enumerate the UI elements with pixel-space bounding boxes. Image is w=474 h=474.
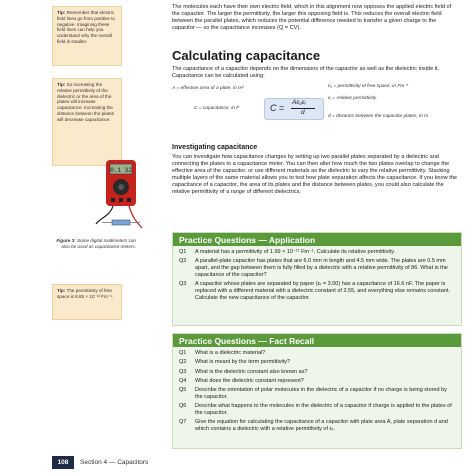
multimeter-display: 0.1 32 xyxy=(110,167,132,174)
formula-label-area: A = effective area of a plate, in m² xyxy=(172,86,244,91)
page-footer xyxy=(0,456,474,470)
question-number: Q1 xyxy=(179,350,187,356)
tip-label: Tip: xyxy=(57,288,66,293)
question-item xyxy=(179,258,455,278)
intro-paragraph: The molecules each have their own electric field, which in this alignment now opposes the applied electric field of the capacitor. The larger the permittivity, the larger this opposing field is. This reduces the overall electric field between the parallel plates, which reduces the potential difference needed to transfer a given charge to the capacitor — so the capacitance increases (Q = CV). xyxy=(172,4,452,31)
question-text: A parallel-plate capacitor has plates that are 6.0 mm in length and 4.5 mm wide. The plates are 0.5 mm apart, and the gap between them is fully filled by a dielectric with a relative permittivity of 86. What is the capacitance of the capacitor? xyxy=(195,258,448,278)
question-number: Q4 xyxy=(179,377,187,384)
question-number: Q2 xyxy=(179,258,187,265)
question-item xyxy=(179,281,455,301)
question-text: What is a dielectric material? xyxy=(195,350,266,356)
application-heading: Practice Questions — Application xyxy=(173,233,461,246)
question-text: A capacitor whose plates are separated by paper (εᵣ = 3.00) has a capacitance of 16.6 nF. The paper is replaced with a different material with a dielectric constant of 2.55, and everything else remains constant. Calculate the new capacitance of the capacitor. xyxy=(195,281,450,301)
question-text: What is meant by the term permittivity? xyxy=(195,359,291,366)
practice-questions-fact-recall xyxy=(172,333,462,449)
tip-label: Tip: xyxy=(57,82,66,87)
question-number: Q2 xyxy=(179,359,187,366)
subheading-investigating: Investigating capacitance xyxy=(172,144,258,151)
question-item xyxy=(179,350,455,357)
calc-paragraph: The capacitance of a capacitor depends on the dimensions of the capacitor as well as the dielectric inside it. Capacitance can be calculated using: xyxy=(172,66,440,79)
tip-box-capacitance-factors xyxy=(52,78,122,166)
question-item xyxy=(179,403,455,417)
section-title: Section 4 — Capacitors xyxy=(80,459,149,466)
tip-label: Tip: xyxy=(57,10,66,15)
figure-caption xyxy=(56,238,136,250)
tip-text: The permittivity of free space is 8.85 × 10⁻¹² Fm⁻¹. xyxy=(57,288,114,299)
question-item xyxy=(179,419,455,433)
investigating-paragraph: You can investigate how capacitance changes by setting up two parallel plates separated by a dielectric and connecting the plates to a capacitance meter. You can then alter how much the two plates overlap to change the effective area of the capacitor, or use different materials as the dielectric to vary the relative permittivity. Stacking multiple layers of the same material allows you to test how plate separation affects the capacitance. If you know the capacitance of a capacitor, the area of its plates and the distance between plates, you could also calculate the relative permittivity of a range of different dielectrics. xyxy=(172,154,458,195)
question-number: Q5 xyxy=(179,387,187,394)
practice-questions-application xyxy=(172,232,462,326)
question-item xyxy=(179,387,455,401)
formula-equals: = xyxy=(279,103,285,113)
question-number: Q3 xyxy=(179,281,187,288)
formula-label-e0: ε₀ = permittivity of free space, in Fm⁻¹ xyxy=(328,84,409,89)
formula-label-distance: d = distance between the capacitor plates, in m xyxy=(328,114,429,119)
question-text: What does the dielectric constant represent? xyxy=(195,377,304,384)
question-number: Q6 xyxy=(179,403,187,410)
question-text: A material has a permittivity of 1.99 × 10⁻¹¹ Fm⁻¹. Calculate its relative permittivity. xyxy=(195,249,395,255)
question-item xyxy=(179,359,455,366)
question-item xyxy=(179,378,455,385)
recall-heading: Practice Questions — Fact Recall xyxy=(173,334,461,347)
page-number: 108 xyxy=(52,456,74,469)
question-item xyxy=(179,249,455,256)
question-text: Give the equation for calculating the capacitance of a capacitor with plate area A, plate separation d and which contains a dielectric with a relative permittivity of εᵣ. xyxy=(195,419,448,433)
formula-denominator: d xyxy=(301,109,305,116)
figure-label: Figure 3: xyxy=(56,238,76,243)
tip-text: Remember that electric field lines go from positive to negative. Imagining these field lines can help you understand why the overall field is smaller. xyxy=(57,10,115,44)
formula-label-capacitance: C = capacitance, in F xyxy=(194,106,240,111)
formula-numerator: Aε₀εᵣ xyxy=(292,99,307,106)
question-text: What is the dielectric constant also known as? xyxy=(195,368,308,375)
question-number: Q3 xyxy=(179,368,187,375)
capacitance-formula xyxy=(172,84,458,136)
formula-label-er: εᵣ = relative permittivity xyxy=(328,96,377,101)
question-text: Describe what happens to the molecules in the dielectric of a capacitor if charge is applied to the plates of the capacitor. xyxy=(195,403,452,417)
section-heading-calculating: Calculating capacitance xyxy=(172,48,321,63)
question-number: Q1 xyxy=(179,249,187,255)
tip-box-field-lines xyxy=(52,6,122,66)
tip-text: So increasing the relative permittivity of the dielectric or the area of the plates will increase capacitance. Increasing the distance between the plates will decrease capacitance. xyxy=(57,82,114,122)
question-text: Describe the orientation of polar molecules in the dielectric of a capacitor if no charge is being stored by the capacitor. xyxy=(195,387,447,400)
question-item xyxy=(179,369,455,376)
figure-caption-text: Some digital multimeters can also be used as capacitance meters. xyxy=(61,238,136,249)
question-number: Q7 xyxy=(179,419,187,426)
formula-lhs: C xyxy=(270,103,277,113)
multimeter-photo xyxy=(92,158,154,234)
tip-box-permittivity xyxy=(52,284,122,320)
